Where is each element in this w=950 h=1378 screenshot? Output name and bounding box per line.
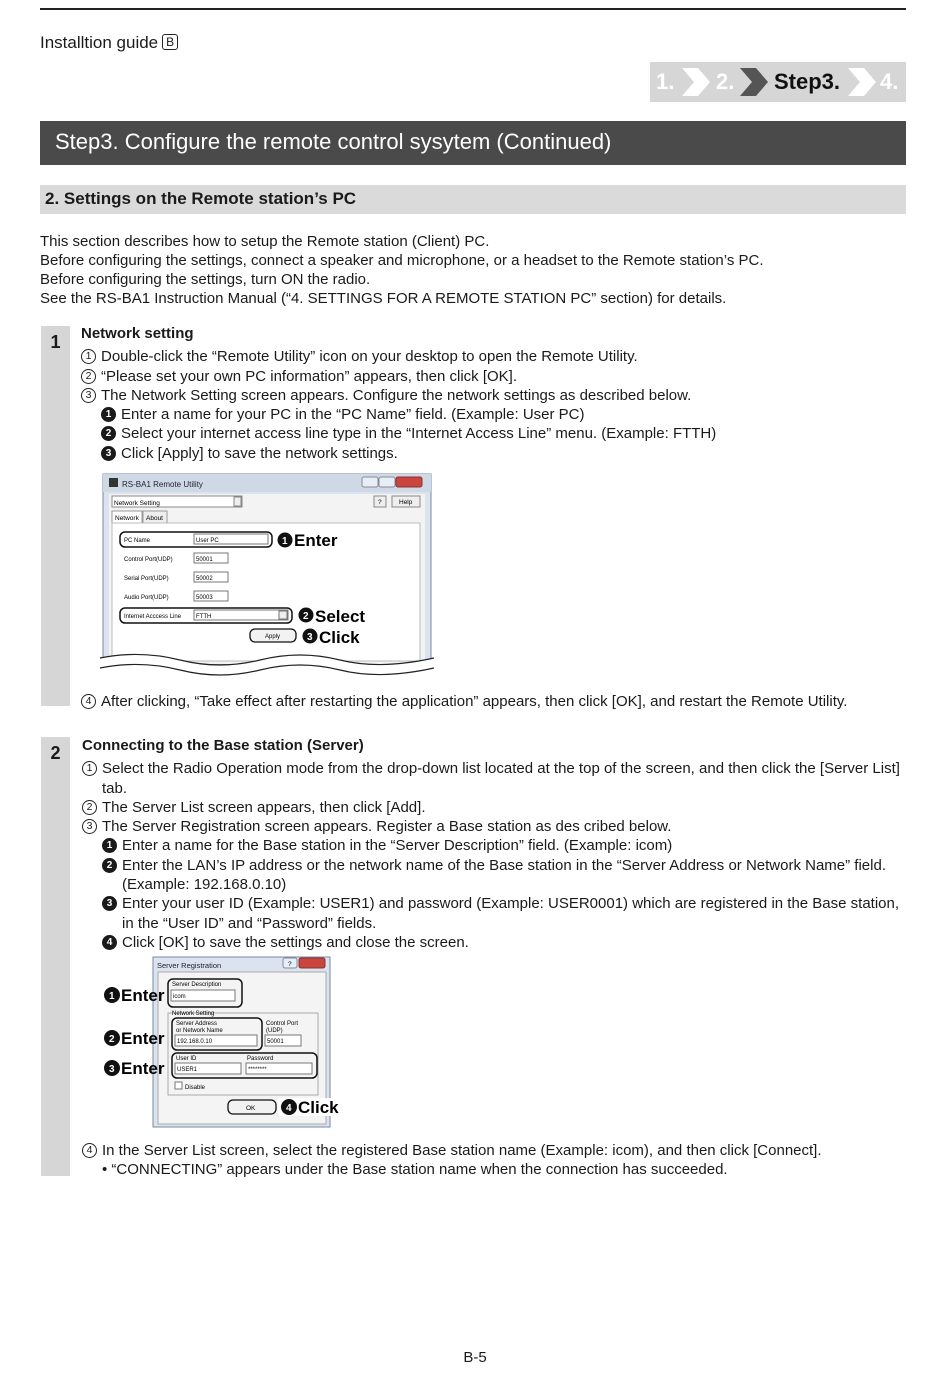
field-value: FTTH <box>196 614 212 620</box>
field-value: ******** <box>248 1067 267 1073</box>
callout-label: Enter <box>121 1029 165 1048</box>
tab-about-label: About <box>146 515 163 522</box>
section-connecting-base <box>82 736 908 952</box>
callout-number: 2 <box>303 611 309 622</box>
question-label: ? <box>378 499 382 506</box>
page-title: Step3. Configure the remote control sysytem (Continued) <box>40 121 906 165</box>
circled-number: 1 <box>82 761 97 776</box>
step-number: 1 <box>50 332 61 352</box>
note-bullet: • “CONNECTING” appears under the Base station name when the connection has succeeded. <box>102 1161 728 1179</box>
chevron-down-icon[interactable] <box>234 497 241 506</box>
field-label: Control Port <box>266 1021 299 1027</box>
filled-number: 2 <box>101 426 116 441</box>
window-title: Server Registration <box>157 961 222 970</box>
sub-item: 3 Click [Apply] to save the network settings. <box>81 444 911 463</box>
field-label: Server Address <box>176 1021 218 1027</box>
list-item: 4 After clicking, “Take effect after restarting the application” appears, then click [OK], and restart the Remote Utility. <box>81 692 911 711</box>
list-item: 3 The Network Setting screen appears. Configure the network settings as described below. <box>81 386 911 405</box>
window-title: RS-BA1 Remote Utility <box>122 480 203 489</box>
question-label: ? <box>288 961 292 968</box>
field-label: User ID <box>176 1056 197 1062</box>
app-icon <box>109 478 118 487</box>
section-heading: 2. Settings on the Remote station’s PC <box>40 185 906 214</box>
mode-dropdown-value: Network Setting <box>114 500 160 507</box>
group-label: Network Setting <box>172 1011 215 1017</box>
field-value: User PC <box>196 538 219 544</box>
chevron-down-icon[interactable] <box>279 611 287 619</box>
field-label: Serial Port(UDP) <box>124 576 169 582</box>
tab-network-label: Network <box>115 515 139 522</box>
circled-number: 1 <box>81 349 96 364</box>
section-title: Connecting to the Base station (Server) <box>82 737 364 754</box>
callout-number: 3 <box>307 632 313 643</box>
callout-label: Select <box>315 607 366 626</box>
callout-number: 2 <box>109 1034 115 1045</box>
circled-number: 2 <box>81 369 96 384</box>
intro-line: This section describes how to setup the Remote station (Client) PC. <box>40 233 490 250</box>
filled-number: 1 <box>102 838 117 853</box>
list-item: 2 “Please set your own PC information” appears, then click [OK]. <box>81 367 911 386</box>
minimize-button[interactable] <box>362 477 378 487</box>
intro-line: Before configuring the settings, connect a speaker and microphone, or a headset to the Remote station’s PC. <box>40 252 764 269</box>
close-button[interactable] <box>299 958 325 968</box>
callout-number: 4 <box>286 1103 292 1114</box>
apply-label: Apply <box>265 634 281 640</box>
list-item: 4 In the Server List screen, select the registered Base station name (Example: icom), and then click [Connect]. <box>82 1141 908 1160</box>
help-label: Help <box>399 499 413 506</box>
step-3-current: Step3. <box>774 69 841 94</box>
section2-after <box>82 1141 908 1180</box>
field-label: (UDP) <box>266 1028 283 1034</box>
field-value: icom <box>173 994 186 1000</box>
server-registration-screenshot <box>100 955 350 1133</box>
disable-checkbox[interactable] <box>175 1082 182 1089</box>
field-label: or Network Name <box>176 1028 223 1034</box>
remote-utility-screenshot <box>100 472 440 682</box>
field-value: 50001 <box>196 557 213 563</box>
sub-item: 1 Enter a name for your PC in the “PC Name” field. (Example: User PC) <box>81 405 911 424</box>
section-network-setting <box>81 324 911 463</box>
field-value: 50001 <box>267 1039 284 1045</box>
step-1: 1. <box>656 69 675 94</box>
sub-item: 2 Select your internet access line type in the “Internet Access Line” menu. (Example: FTTH) <box>81 424 911 443</box>
list-item: 1 Select the Radio Operation mode from the drop-down list located at the top of the screen, and then click the [Server List] tab. <box>82 759 908 798</box>
guide-title: Installtion guide B <box>40 33 178 53</box>
filled-number: 3 <box>101 446 116 461</box>
page-number: B-5 <box>463 1349 487 1366</box>
callout-number: 3 <box>109 1064 115 1075</box>
intro-line: Before configuring the settings, turn ON the radio. <box>40 271 371 288</box>
step-number-bar <box>41 326 70 706</box>
intro-line: See the RS-BA1 Instruction Manual (“4. SETTINGS FOR A REMOTE STATION PC” section) for details. <box>40 290 727 307</box>
intro-text <box>40 232 764 308</box>
callout-label: Click <box>319 628 360 647</box>
chevron-right-icon <box>738 66 770 98</box>
step-number-bar <box>41 737 70 1176</box>
field-value: 50003 <box>196 595 213 601</box>
callout-label: Enter <box>121 986 165 1005</box>
list-item: 1 Double-click the “Remote Utility” icon on your desktop to open the Remote Utility. <box>81 347 911 366</box>
maximize-button[interactable] <box>379 477 395 487</box>
ok-label: OK <box>246 1105 256 1112</box>
step-2: 2. <box>716 69 735 94</box>
sub-item: 4 Click [OK] to save the settings and close the screen. <box>82 933 908 952</box>
circled-number: 4 <box>82 1143 97 1158</box>
field-label: PC Name <box>124 538 151 544</box>
guide-badge: B <box>162 34 178 50</box>
field-label: Disable <box>185 1085 206 1091</box>
list-item: 3 The Server Registration screen appears. Register a Base station as des cribed below. <box>82 817 908 836</box>
list-item: 2 The Server List screen appears, then click [Add]. <box>82 798 908 817</box>
sub-item: 1 Enter a name for the Base station in the “Server Description” field. (Example: icom) <box>82 836 908 855</box>
field-label: Internet Acccess Line <box>124 614 182 620</box>
circled-number: 4 <box>81 694 96 709</box>
sub-item: 3 Enter your user ID (Example: USER1) and password (Example: USER0001) which are registered in the Base station, in the “User ID” and “Password” fields. <box>82 894 908 933</box>
field-label: Control Port(UDP) <box>124 557 173 563</box>
field-value: 192.168.0.10 <box>177 1039 213 1045</box>
filled-number: 4 <box>102 935 117 950</box>
filled-number: 3 <box>102 896 117 911</box>
circled-number: 3 <box>81 388 96 403</box>
top-rule <box>40 8 906 10</box>
field-label: Password <box>247 1056 274 1062</box>
section-title: Network setting <box>81 325 194 342</box>
close-button[interactable] <box>396 477 422 487</box>
step-number: 2 <box>50 743 61 763</box>
callout-number: 1 <box>282 536 288 547</box>
field-value: USER1 <box>177 1067 198 1073</box>
filled-number: 1 <box>101 407 116 422</box>
field-value: 50002 <box>196 576 213 582</box>
field-label: Server Description <box>172 982 222 988</box>
field-label: Audio Port(UDP) <box>124 595 169 601</box>
sub-item: 2 Enter the LAN’s IP address or the network name of the Base station in the “Server Address or Network Name” field. (Example: 192.168.0.10) <box>82 856 908 895</box>
callout-label: Enter <box>121 1059 165 1078</box>
circled-number: 2 <box>82 800 97 815</box>
step-4: 4. <box>880 69 899 94</box>
circled-number: 3 <box>82 819 97 834</box>
callout-number: 1 <box>109 991 115 1002</box>
callout-label: Click <box>298 1098 339 1117</box>
chevron-right-icon <box>846 66 878 98</box>
step-indicator <box>650 62 906 102</box>
callout-label: Enter <box>294 531 338 550</box>
filled-number: 2 <box>102 858 117 873</box>
section1-after <box>81 692 911 711</box>
chevron-right-icon <box>680 66 712 98</box>
